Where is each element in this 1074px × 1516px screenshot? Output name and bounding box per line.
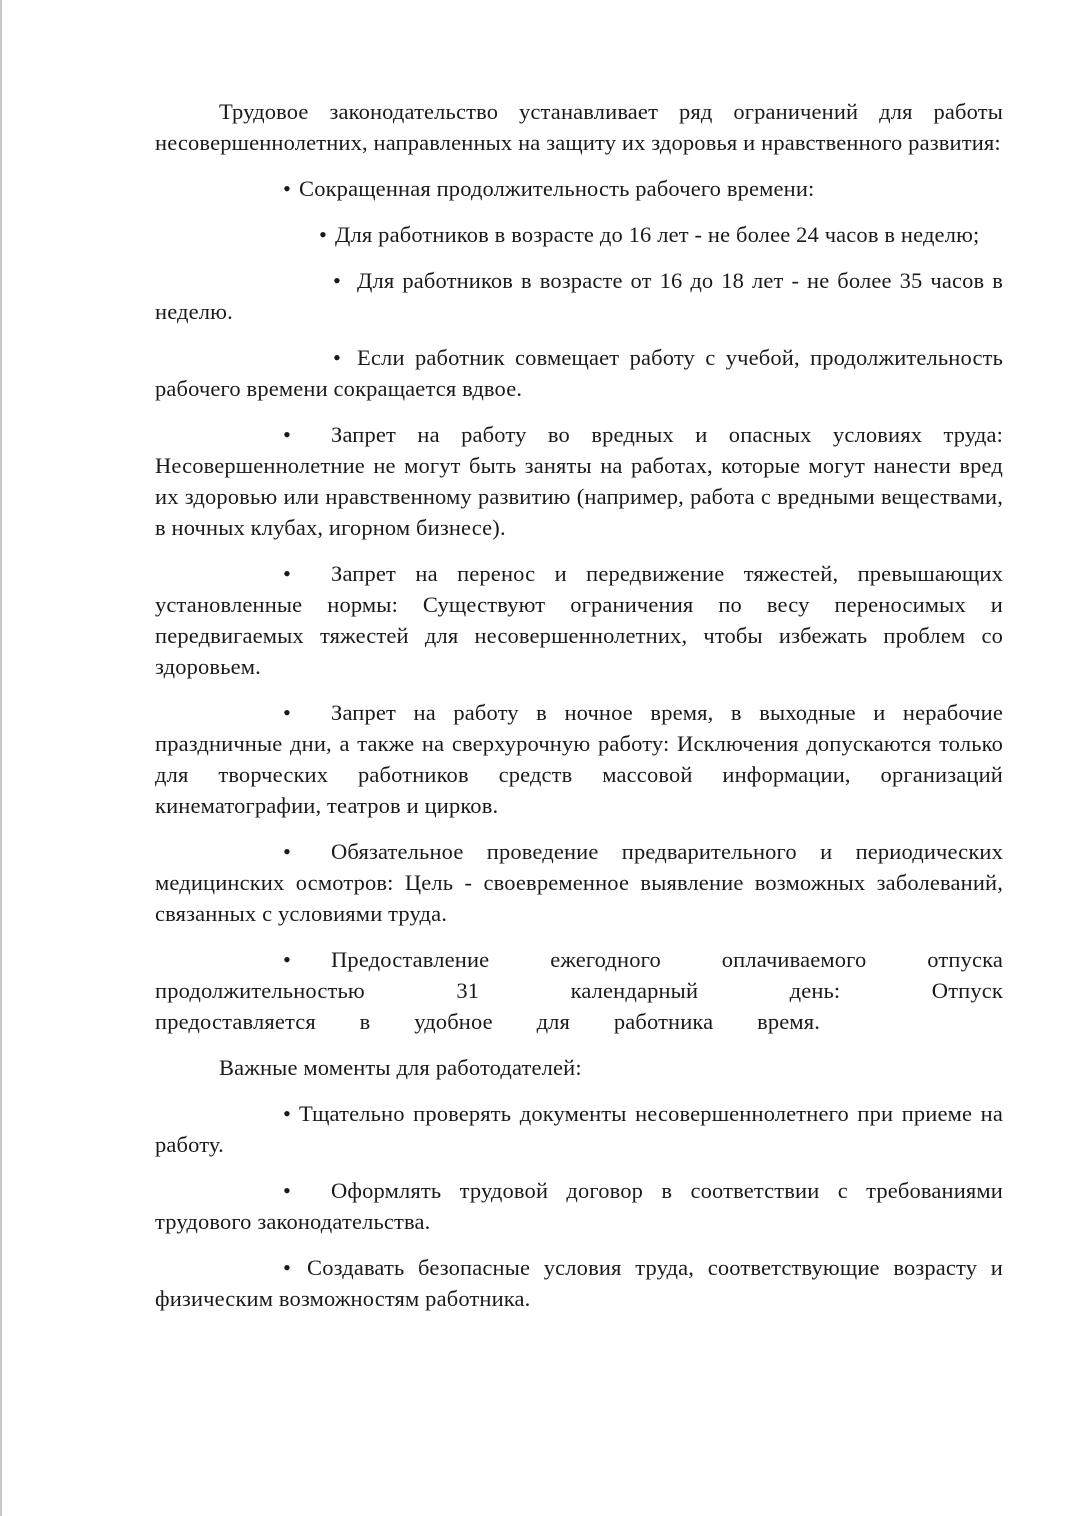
list-item <box>155 697 1003 821</box>
list-item-text: Обязательное проведение предварительного и периодических медицинских осмотров: Цель - своевременное выявление возможных заболеваний, связанных с условиями труда. <box>155 839 1003 926</box>
list-item-text: Для работников в возрасте до 16 лет - не более 24 часов в неделю; <box>335 222 980 247</box>
list-item-text: Создавать безопасные условия труда, соответствующие возрасту и физическим возможностям работника. <box>155 1255 1003 1311</box>
bullet-icon: • <box>283 1101 292 1126</box>
list-item-text: Для работников в возрасте от 16 до 18 лет - не более 35 часов в неделю. <box>155 268 1003 324</box>
bullet-icon: • <box>283 1178 292 1203</box>
list-item <box>155 1175 1003 1237</box>
bullet-icon: • <box>319 222 328 247</box>
list-item-text: Предоставление ежегодного оплачиваемого отпуска продолжительностью 31 календарный день: Отпуск предоставляется в удобное для работника время. <box>155 947 1003 1034</box>
bullet-icon: • <box>283 1255 292 1280</box>
intro-paragraph: Трудовое законодательство устанавливает ряд ограничений для работы несовершеннолетних, направленных на защиту их здоровья и нравственного развития: <box>155 99 1003 155</box>
list-item <box>155 419 1003 543</box>
list-item <box>155 1098 1003 1160</box>
bullet-icon: • <box>283 839 292 864</box>
document-body <box>155 96 1003 1329</box>
list-item-text: Запрет на перенос и передвижение тяжестей, превышающих установленные нормы: Существуют ограничения по весу переносимых и передвигаемых тяжестей для несовершеннолетних, чтобы избежать проблем со здоровьем. <box>155 561 1003 679</box>
list-item-text: Запрет на работу в ночное время, в выходные и нерабочие праздничные дни, а также на сверхурочную работу: Исключения допускаются только для творческих работников средств массовой информации, организаций кинематографии, театров и цирков. <box>155 700 1003 818</box>
list-item <box>155 219 1003 250</box>
list-item <box>155 1252 1003 1314</box>
list-item <box>155 944 1003 1037</box>
list-item <box>155 836 1003 929</box>
bullet-icon: • <box>283 561 292 586</box>
list-item-text: Если работник совмещает работу с учебой, продолжительность рабочего времени сокращается вдвое. <box>155 345 1003 401</box>
employers-heading: Важные моменты для работодателей: <box>219 1055 582 1080</box>
bullet-icon: • <box>283 176 292 201</box>
bullet-icon: • <box>333 268 342 293</box>
list-item-text: Запрет на работу во вредных и опасных условиях труда: Несовершеннолетние не могут быть заняты на работах, которые могут нанести вред их здоровью или нравственному развитию (например, работа с вредными веществами, в ночных клубах, игорном бизнесе). <box>155 422 1003 540</box>
bullet-icon: • <box>283 947 292 972</box>
bullet-icon: • <box>333 345 342 370</box>
list-item-text: Оформлять трудовой договор в соответствии с требованиями трудового законодательства. <box>155 1178 1003 1234</box>
list-item <box>155 265 1003 327</box>
bullet-icon: • <box>283 422 292 447</box>
list-item <box>155 342 1003 404</box>
list-item-text: Сокращенная продолжительность рабочего времени: <box>299 176 815 201</box>
list-item <box>155 173 1003 204</box>
bullet-icon: • <box>283 700 292 725</box>
page-left-edge <box>0 0 2 1516</box>
list-item-text: Тщательно проверять документы несовершеннолетнего при приеме на работу. <box>155 1101 1003 1157</box>
list-item <box>155 558 1003 682</box>
